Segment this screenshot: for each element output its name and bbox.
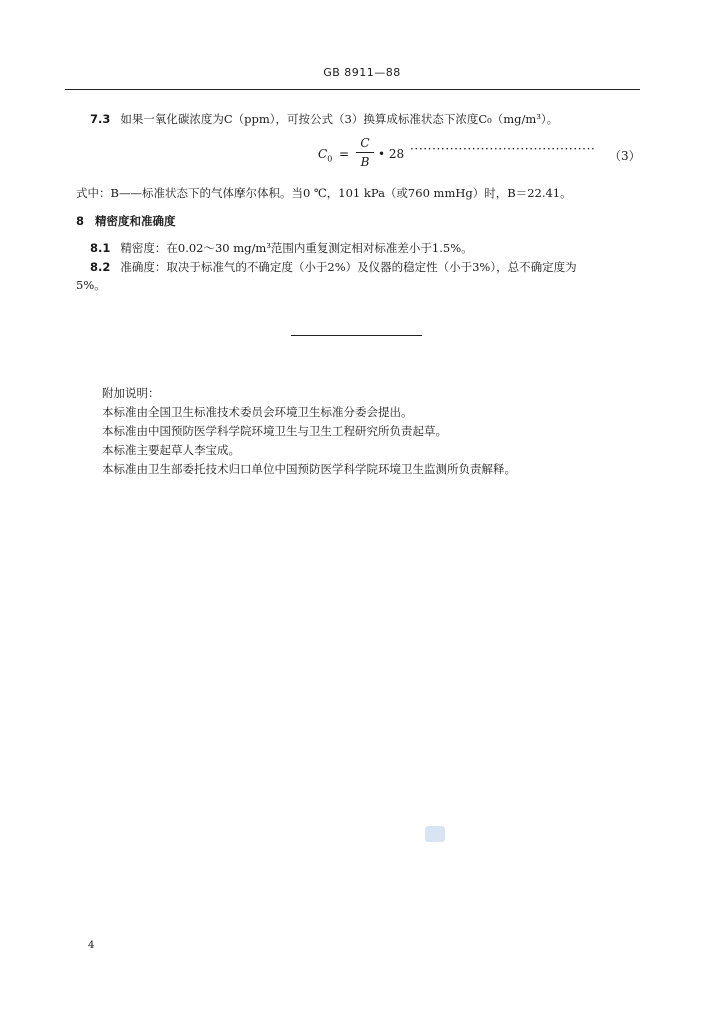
formula-number: （3） bbox=[609, 149, 641, 163]
header-divider bbox=[65, 89, 640, 90]
section-8-1 bbox=[90, 240, 473, 256]
page-number: 4 bbox=[88, 940, 95, 951]
section-number: 8 bbox=[76, 214, 85, 228]
formula-denominator: B bbox=[360, 155, 370, 169]
formula-fraction bbox=[356, 136, 374, 169]
note-line: 本标准由全国卫生标准技术委员会环境卫生标准分委会提出。 bbox=[102, 405, 413, 419]
section-8-heading bbox=[76, 213, 175, 229]
formula-multiplier: • 28 bbox=[378, 147, 405, 161]
section-8-2-continuation: 5%。 bbox=[76, 278, 106, 292]
section-number: 7.3 bbox=[90, 112, 111, 126]
formula-lhs: $C_0$ bbox=[318, 147, 333, 164]
section-title: 精密度和准确度 bbox=[94, 214, 176, 228]
section-text: 精密度：在0.02～30 mg/m³范围内重复测定相对标准差小于1.5%。 bbox=[120, 241, 473, 255]
note-line: 本标准由卫生部委托技术归口单位中国预防医学科学院环境卫生监测所负责解释。 bbox=[102, 462, 516, 476]
end-of-text-rule bbox=[291, 335, 422, 336]
section-text: 准确度：取决于标准气的不确定度（小于2%）及仪器的稳定性（小于3%），总不确定度为 bbox=[120, 260, 577, 274]
fraction-bar bbox=[356, 152, 374, 153]
variable-definition: 式中：B——标准状态下的气体摩尔体积。当0 ℃，101 kPa（或760 mmHg）时，B＝22.41。 bbox=[76, 186, 572, 200]
formula-3 bbox=[318, 136, 648, 172]
notes-title: 附加说明： bbox=[102, 386, 160, 400]
note-line: 本标准主要起草人李宝成。 bbox=[102, 443, 240, 457]
note-line: 本标准由中国预防医学科学院环境卫生与卫生工程研究所负责起草。 bbox=[102, 424, 447, 438]
section-number: 8.2 bbox=[90, 260, 111, 274]
formula-equals: = bbox=[339, 147, 350, 161]
section-7-3 bbox=[90, 111, 558, 127]
document-code-header: GB 8911—88 bbox=[323, 66, 401, 79]
watermark-stamp bbox=[425, 826, 445, 842]
formula-numerator: C bbox=[360, 136, 370, 150]
section-number: 8.1 bbox=[90, 241, 111, 255]
formula-leader-dots: ·········································· bbox=[410, 142, 596, 156]
section-text: 如果一氧化碳浓度为C（ppm），可按公式（3）换算成标准状态下浓度C₀（mg/m³）。 bbox=[120, 112, 559, 126]
section-8-2 bbox=[90, 259, 577, 275]
